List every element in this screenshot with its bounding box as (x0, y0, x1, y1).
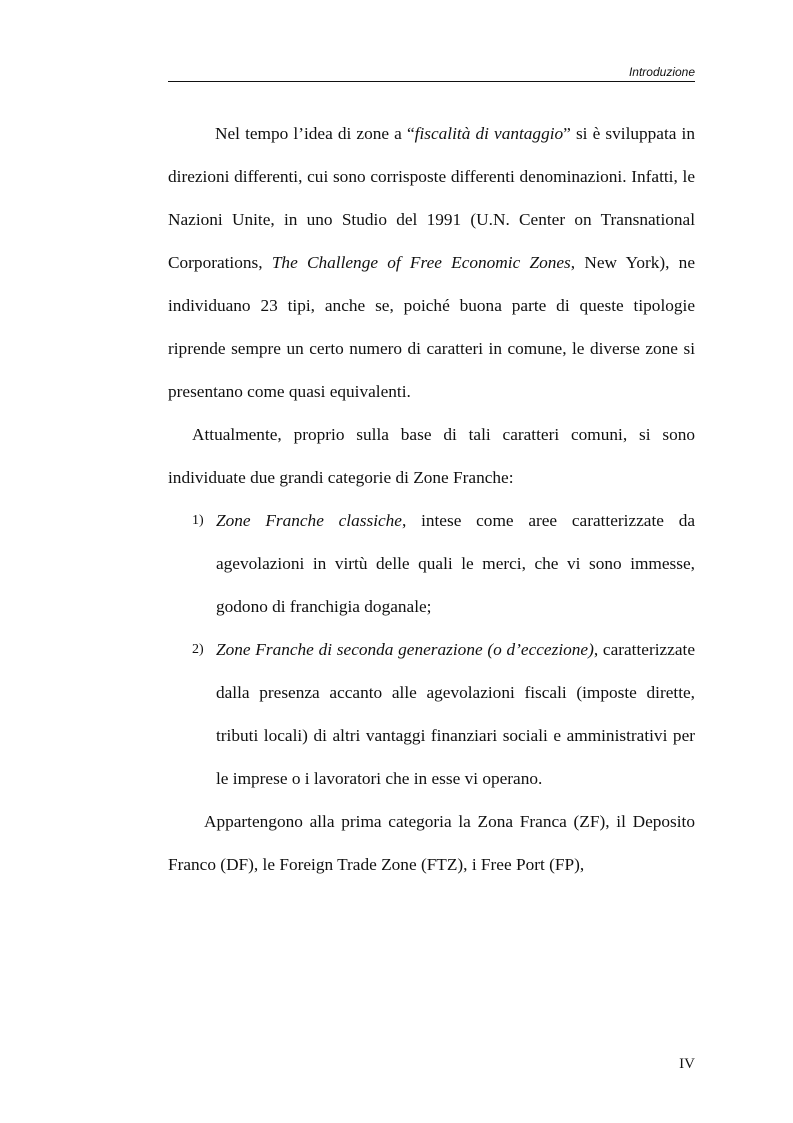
list-item-2 (168, 628, 695, 800)
paragraph-categories: Attualmente, proprio sulla base di tali caratteri comuni, si sono individuate due grandi categorie di Zone Franche: (168, 425, 695, 487)
header-title: Introduzione (628, 65, 695, 79)
list-item-2-text: , caratterizzate dalla presenza accanto alle agevolazioni fiscali (imposte dirette, tributi locali) di altri vantaggi finanziari sociali e amministrativi per le imprese o i lavoratori che in esse vi operano. (216, 640, 695, 788)
list-item-1 (168, 499, 695, 628)
body-text (168, 112, 695, 886)
paragraph-intro-part-b: ” si è sviluppata in direzioni differenti, cui sono corrisposte differenti denominazioni. Infatti, le Nazioni Unite, in uno Studio del 1991 (U.N. Center on Transnational Corporations, (168, 124, 696, 272)
paragraph-intro-part-a: Nel tempo l’idea di zone a “ (215, 124, 415, 143)
paragraph-intro-part-c: , New York), ne individuano 23 tipi, anche se, poiché buona parte di queste tipologie riprende sempre un certo numero di caratteri in comune, le diverse zone si presentano come quasi equivalenti. (168, 253, 695, 401)
paragraph-first-category: Appartengono alla prima categoria la Zona Franca (ZF), il Deposito Franco (DF), le Foreign Trade Zone (FTZ), i Free Port (FP), (168, 812, 695, 874)
list-number-1: 1) (192, 513, 204, 528)
paragraph-intro-emphasis-2: The Challenge of Free Economic Zones (271, 253, 571, 272)
paragraph-intro (168, 112, 695, 413)
list-item-2-title: Zone Franche di seconda generazione (o d’eccezione) (216, 640, 594, 659)
list-number-2: 2) (192, 642, 204, 657)
list-item-1-title: Zone Franche classiche (216, 511, 402, 530)
page-number: IV (679, 1056, 695, 1072)
paragraph-intro-emphasis-1: fiscalità di vantaggio (414, 124, 564, 143)
list-item-1-text: , intese come aree caratterizzate da agevolazioni in virtù delle quali le merci, che vi sono immesse, godono di franchigia doganale; (216, 511, 696, 616)
running-header (168, 64, 695, 82)
